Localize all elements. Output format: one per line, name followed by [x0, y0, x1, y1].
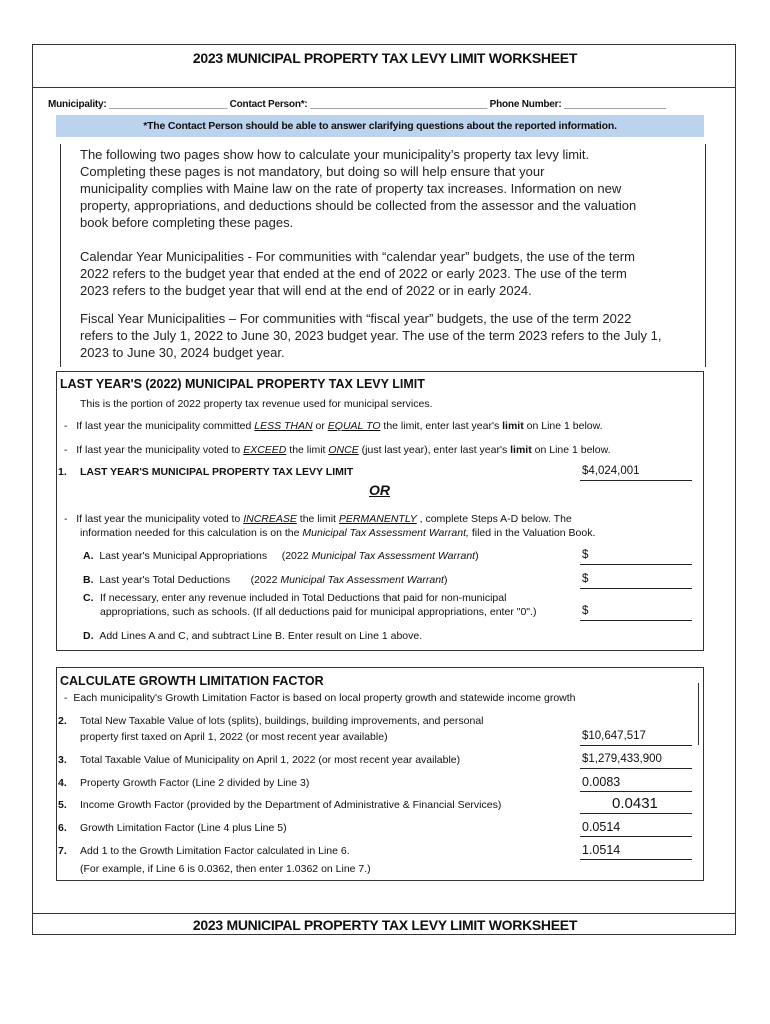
- frame-right-border: [735, 88, 736, 913]
- line-4-label: Property Growth Factor (Line 2 divided by Line 3): [80, 777, 310, 789]
- or-label: OR: [369, 482, 390, 498]
- line-1-label: LAST YEAR'S MUNICIPAL PROPERTY TAX LEVY LIMIT: [80, 466, 354, 478]
- growth-bullet: - Each municipality's Growth Limitation Factor is based on local property growth and statewide income growth: [64, 692, 576, 704]
- contact-info-line[interactable]: Municipality: ______________________ Contact Person*: _________________________________ Phone Number: ___________________: [48, 99, 666, 110]
- step-b-value[interactable]: $: [582, 573, 589, 585]
- line-5-label: Income Growth Factor (provided by the Department of Administrative & Financial Services): [80, 799, 502, 811]
- line-3-label: Total Taxable Value of Municipality on April 1, 2022 (or most recent year available): [80, 754, 461, 766]
- line-4-number: 4.: [58, 777, 67, 789]
- frame-left-border: [32, 88, 33, 913]
- line-3-number: 3.: [58, 754, 67, 766]
- step-a-underline: [580, 564, 692, 565]
- line-6-number: 6.: [58, 822, 67, 834]
- line-3-value[interactable]: $1,279,433,900: [582, 753, 662, 765]
- line-6-label: Growth Limitation Factor (Line 4 plus Line 5): [80, 822, 287, 834]
- growth-side-line: [698, 683, 699, 745]
- line-6-underline: [580, 836, 692, 837]
- line-6-value[interactable]: 0.0514: [582, 820, 621, 834]
- line-4-value[interactable]: 0.0083: [582, 775, 621, 789]
- bullet-less-than: - If last year the municipality committed LESS THAN or EQUAL TO the limit, enter last year's limit on Line 1 below.: [64, 420, 603, 432]
- line-2-number: 2.: [58, 715, 67, 727]
- intro-paragraph-1: The following two pages show how to calculate your municipality’s property tax levy limit. Completing these pages is not mandatory, but doing so will help ensure that your municipality complies with Maine law on the rate of property tax increases. Information on new property, appropriations, and deductions should be collected from the assessor and the valuation book before completing these pages.: [80, 147, 637, 230]
- page-title: 2023 MUNICIPAL PROPERTY TAX LEVY LIMIT WORKSHEET: [192, 50, 578, 66]
- bullet-exceed: - If last year the municipality voted to EXCEED the limit ONCE (just last year), enter last year's limit on Line 1 below.: [64, 444, 611, 456]
- line-2-underline: [580, 745, 692, 746]
- line-2-label-2: property first taxed on April 1, 2022 (or most recent year available): [80, 731, 388, 743]
- growth-section-title: CALCULATE GROWTH LIMITATION FACTOR: [60, 674, 324, 688]
- intro-paragraph-calendar: Calendar Year Municipalities - For communities with “calendar year” budgets, the use of the term 2022 refers to the budget year that ended at the end of 2022 or early 2023. The use of the term 2023 refers to the budget year that will end at the end of 2022 or in early 2024.: [80, 249, 635, 298]
- line-7-value[interactable]: 1.0514: [582, 843, 621, 857]
- step-b: B. Last year's Total Deductions (2022 Municipal Tax Assessment Warrant): [83, 574, 448, 586]
- line-1-value[interactable]: $4,024,001: [582, 465, 640, 477]
- line-5-value[interactable]: 0.0431: [612, 795, 658, 812]
- footer-title: 2023 MUNICIPAL PROPERTY TAX LEVY LIMIT WORKSHEET: [192, 917, 578, 933]
- line-3-underline: [580, 768, 692, 769]
- line-7-label-1: Add 1 to the Growth Limitation Factor calculated in Line 6.: [80, 845, 350, 857]
- line-2-value[interactable]: $10,647,517: [582, 730, 646, 742]
- step-d: D. Add Lines A and C, and subtract Line B. Enter result on Line 1 above.: [83, 630, 423, 642]
- line-1-underline: [580, 480, 692, 481]
- last-year-description: This is the portion of 2022 property tax revenue used for municipal services.: [80, 398, 433, 410]
- step-a-value[interactable]: $: [582, 549, 589, 561]
- step-c-line1: If necessary, enter any revenue included in Total Deductions that paid for non-municipal: [100, 592, 507, 604]
- contact-note-bar: *The Contact Person should be able to answer clarifying questions about the reported information.: [56, 115, 704, 137]
- bullet-increase: - If last year the municipality voted to INCREASE the limit PERMANENTLY , complete Steps A-D below. The: [64, 513, 572, 525]
- line-7-label-2: (For example, if Line 6 is 0.0362, then enter 1.0362 on Line 7.): [80, 863, 371, 875]
- step-c-value[interactable]: $: [582, 605, 589, 617]
- line-4-underline: [580, 791, 692, 792]
- step-a: A. Last year's Municipal Appropriations (2022 Municipal Tax Assessment Warrant): [83, 550, 479, 562]
- line-5-number: 5.: [58, 799, 67, 811]
- line-5-underline: [580, 813, 692, 814]
- line-7-underline: [580, 859, 692, 860]
- step-c-underline: [580, 620, 692, 621]
- step-c-line2: appropriations, such as schools. (If all deductions paid for municipal appropriations, enter "0".): [100, 606, 537, 618]
- line-1-number: 1.: [58, 466, 67, 478]
- step-b-underline: [580, 588, 692, 589]
- line-2-label-1: Total New Taxable Value of lots (splits), buildings, building improvements, and personal: [80, 715, 484, 727]
- intro-paragraph-fiscal: Fiscal Year Municipalities – For communities with “fiscal year” budgets, the use of the term 2022 refers to the July 1, 2022 to June 30, 2023 budget year. The use of the term 2023 refers to the July 1, 2023 to June 30, 2024 budget year.: [80, 311, 662, 360]
- line-7-number: 7.: [58, 845, 67, 857]
- last-year-section-title: LAST YEAR'S (2022) MUNICIPAL PROPERTY TAX LEVY LIMIT: [60, 377, 425, 391]
- step-c-letter: C.: [83, 592, 94, 604]
- bullet-increase-cont: information needed for this calculation is on the Municipal Tax Assessment Warrant, filed in the Valuation Book.: [80, 527, 596, 539]
